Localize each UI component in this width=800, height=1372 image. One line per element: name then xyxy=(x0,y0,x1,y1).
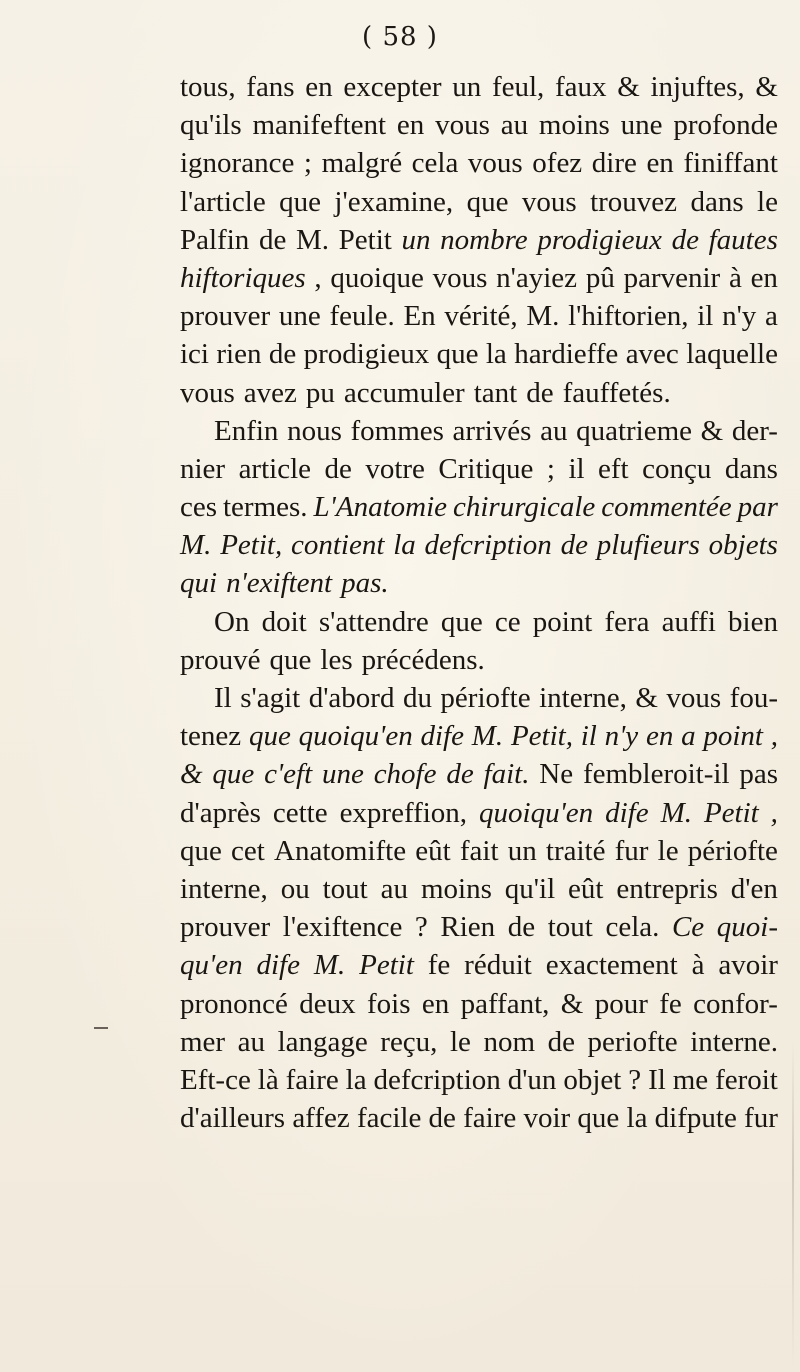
word: vous xyxy=(180,376,235,409)
word: & xyxy=(617,71,640,103)
text-line xyxy=(180,374,778,412)
word: moins xyxy=(538,109,610,142)
text-line xyxy=(180,641,778,679)
word: M. xyxy=(526,300,560,333)
word: vous xyxy=(666,682,722,714)
word: termes. xyxy=(223,491,308,524)
word: un xyxy=(452,71,482,103)
word: chirurgicale xyxy=(452,491,596,524)
word: ? xyxy=(414,911,428,944)
word: defcription xyxy=(424,529,552,562)
word: commentée xyxy=(601,491,732,524)
text-line xyxy=(180,144,778,182)
word: le xyxy=(657,834,679,867)
word: fera xyxy=(604,605,650,638)
word: de xyxy=(258,223,287,256)
word: & xyxy=(635,682,658,714)
word: il xyxy=(568,452,585,485)
word: dife xyxy=(256,949,300,982)
word: au xyxy=(500,109,529,142)
word: interne, xyxy=(539,682,627,714)
word: d'ailleurs xyxy=(180,1102,286,1135)
word: fait xyxy=(459,834,499,867)
word: cette xyxy=(272,796,328,829)
word: quoi- xyxy=(716,911,778,944)
word: affez xyxy=(292,1102,350,1135)
word: pas xyxy=(739,758,778,791)
word: le xyxy=(449,1025,471,1058)
word: langage xyxy=(277,1025,368,1058)
word: la xyxy=(626,1102,648,1135)
word: difpute xyxy=(654,1102,737,1135)
text-line xyxy=(180,412,778,450)
text-line xyxy=(180,794,778,832)
word: en xyxy=(305,71,333,103)
word: trouvez xyxy=(590,185,678,218)
word: vous xyxy=(467,147,523,180)
word: M. xyxy=(660,796,692,829)
text-line xyxy=(180,755,778,793)
word: fauffetés. xyxy=(562,376,671,409)
word: excepter xyxy=(343,71,442,103)
word: point xyxy=(532,605,593,638)
text-line xyxy=(180,1023,778,1061)
word: Petit xyxy=(338,223,392,256)
word: faire xyxy=(285,1063,339,1096)
word: que xyxy=(436,338,479,371)
word: M. xyxy=(313,949,346,982)
word: d'en xyxy=(730,872,778,905)
text-line xyxy=(180,832,778,870)
word: ces xyxy=(180,491,218,524)
word: la xyxy=(485,338,507,371)
word: nom xyxy=(483,1025,536,1058)
text-line xyxy=(180,259,778,297)
text-line xyxy=(180,1099,778,1137)
word: fembleroit-il xyxy=(582,758,730,791)
word: de xyxy=(671,223,699,256)
word: der- xyxy=(731,414,778,447)
text-line xyxy=(180,488,778,526)
word: ici xyxy=(180,338,209,371)
word: , xyxy=(314,261,322,294)
word: ou xyxy=(280,872,310,905)
word: M. xyxy=(471,720,504,753)
word: pour xyxy=(594,987,648,1020)
word: fe xyxy=(427,949,451,982)
text-line xyxy=(180,526,778,564)
word: Il xyxy=(648,1063,666,1096)
word: M. xyxy=(295,223,330,256)
word: ; xyxy=(546,452,555,485)
word: & xyxy=(180,758,203,791)
text-line xyxy=(180,68,778,106)
word: facile xyxy=(356,1102,422,1135)
word: ; xyxy=(303,147,312,180)
word: cet xyxy=(231,834,265,867)
word: que xyxy=(279,185,322,218)
word: pu xyxy=(305,376,335,409)
word: hardieffe xyxy=(514,338,619,371)
word: qu'il xyxy=(504,872,556,905)
word: deux xyxy=(299,987,356,1020)
word: que xyxy=(466,185,509,218)
word: n'ayiez xyxy=(496,261,578,294)
word: fois xyxy=(367,987,411,1020)
word: interne, xyxy=(180,872,268,905)
word: accumuler xyxy=(343,376,465,409)
word: confor- xyxy=(693,987,778,1020)
text-line xyxy=(180,946,778,984)
word: reçu, xyxy=(380,1025,438,1058)
word: vous xyxy=(432,261,488,294)
text-line xyxy=(180,450,778,488)
word: en xyxy=(750,261,778,294)
word: n'exiftent xyxy=(226,567,333,600)
word: vérité, xyxy=(444,300,518,333)
word: d'abord xyxy=(308,682,395,714)
body-text xyxy=(180,68,778,1137)
word: s'attendre xyxy=(318,605,429,638)
word: en xyxy=(421,987,450,1020)
word: cela. xyxy=(605,911,660,944)
word: manifeftent xyxy=(252,109,387,142)
word: qui xyxy=(180,567,218,600)
word: fans xyxy=(246,71,295,103)
margin-mark xyxy=(94,1027,108,1029)
word: Critique xyxy=(438,452,534,485)
word: une xyxy=(278,300,321,333)
word: faux xyxy=(554,71,607,103)
word: injuftes, xyxy=(650,71,745,103)
text-line xyxy=(180,183,778,221)
word: mer xyxy=(180,1025,226,1058)
word: Anatomifte xyxy=(274,834,407,867)
word: la xyxy=(393,529,416,562)
word: fur xyxy=(744,1102,778,1135)
word: en xyxy=(646,147,674,180)
word: périofte xyxy=(687,834,778,867)
word: précédens. xyxy=(361,643,485,676)
word: Petit, xyxy=(220,529,283,562)
word: point xyxy=(703,720,763,753)
word: à xyxy=(691,949,705,982)
word: moins xyxy=(420,872,492,905)
page-number: ( 58 ) xyxy=(362,22,438,52)
word: article xyxy=(238,452,312,485)
text-line xyxy=(180,985,778,1023)
word: réduit xyxy=(464,949,532,982)
word: fou- xyxy=(729,682,778,714)
word: feroit xyxy=(715,1063,778,1096)
word: avec xyxy=(625,338,679,371)
text-line xyxy=(180,221,778,259)
word: tant xyxy=(473,376,518,409)
word: ofez xyxy=(532,147,583,180)
text-line xyxy=(180,297,778,335)
word: les xyxy=(320,643,353,676)
word: dans xyxy=(724,452,778,485)
word: j'examine, xyxy=(334,185,454,218)
word: voir xyxy=(523,1102,571,1135)
word: contient xyxy=(291,529,385,562)
word: fur xyxy=(614,834,649,867)
word: chofe xyxy=(373,758,437,791)
word: prouver xyxy=(180,911,271,944)
word: prodigieux xyxy=(303,338,430,371)
word: quoiqu'en xyxy=(479,796,594,829)
word: M. xyxy=(180,529,212,562)
word: que xyxy=(248,720,291,753)
word: avez xyxy=(243,376,297,409)
text-line xyxy=(180,106,778,144)
word: s'agit xyxy=(240,682,301,714)
word: tout xyxy=(322,872,368,905)
word: dans xyxy=(690,185,744,218)
word: dire xyxy=(591,147,637,180)
text-line xyxy=(180,870,778,908)
word: le xyxy=(757,185,778,218)
word: interne. xyxy=(690,1025,778,1058)
word: de xyxy=(526,376,554,409)
word: ? xyxy=(628,1063,642,1096)
word: de xyxy=(268,338,297,371)
word: periofte xyxy=(587,1025,678,1058)
word: exactement xyxy=(545,949,678,982)
word: qu'ils xyxy=(180,109,242,142)
word: nier xyxy=(180,452,226,485)
word: que xyxy=(269,643,312,676)
word: , xyxy=(770,796,778,829)
word: dife xyxy=(420,720,464,753)
word: prodigieux xyxy=(537,223,662,256)
word: paffant, xyxy=(460,987,550,1020)
word: au xyxy=(540,414,568,447)
word: & xyxy=(755,71,778,103)
word: bien xyxy=(728,605,778,638)
text-line xyxy=(180,679,778,717)
word: un xyxy=(401,223,431,256)
word: cela xyxy=(411,147,459,180)
word: feule. xyxy=(329,300,395,333)
word: Enfin xyxy=(214,414,279,447)
word: prouvé xyxy=(180,643,261,676)
word: de xyxy=(428,1102,456,1135)
word: un xyxy=(507,834,537,867)
word: eût xyxy=(415,834,451,867)
word: Ne xyxy=(539,758,574,791)
word: En xyxy=(403,300,436,333)
word: quatrieme xyxy=(576,414,693,447)
word: traité xyxy=(545,834,606,867)
word: arrivés xyxy=(452,414,532,447)
word: la xyxy=(345,1063,367,1096)
word: Palfin xyxy=(180,223,250,256)
word: Petit, xyxy=(510,720,573,753)
text-line xyxy=(180,564,778,602)
word: & xyxy=(700,414,724,447)
word: , xyxy=(770,720,778,753)
word: l'article xyxy=(180,185,266,218)
word: On xyxy=(214,605,250,638)
word: au xyxy=(237,1025,266,1058)
word: de xyxy=(324,452,352,485)
word: pû xyxy=(585,261,615,294)
word: plufieurs xyxy=(596,529,700,562)
word: quoique xyxy=(330,261,424,294)
word: Ce xyxy=(671,911,705,944)
word: ignorance xyxy=(180,147,295,180)
word: en xyxy=(396,109,425,142)
word: dife xyxy=(605,796,649,829)
text-line xyxy=(180,717,778,755)
word: nombre xyxy=(440,223,528,256)
word: defcription xyxy=(373,1063,501,1096)
word: de xyxy=(446,758,474,791)
word: eût xyxy=(568,872,604,905)
word: une xyxy=(321,758,364,791)
word: prononcé xyxy=(180,987,288,1020)
word: que xyxy=(440,605,483,638)
word: de xyxy=(547,1025,575,1058)
word: en xyxy=(645,720,674,753)
word: l'hiftorien, xyxy=(568,300,689,333)
word: Eft-ce xyxy=(180,1063,251,1096)
word: n'y xyxy=(722,300,757,333)
word: que xyxy=(180,834,222,867)
word: doit xyxy=(261,605,307,638)
word: d'un xyxy=(507,1063,557,1096)
word: n'y xyxy=(604,720,639,753)
text-line xyxy=(180,908,778,946)
word: conçu xyxy=(642,452,712,485)
word: tous, xyxy=(180,71,236,103)
word: malgré xyxy=(321,147,403,180)
word: Petit xyxy=(703,796,759,829)
word: a xyxy=(765,300,778,333)
word: une xyxy=(620,109,663,142)
word: expreffion, xyxy=(339,796,468,829)
word: votre xyxy=(365,452,425,485)
text-line xyxy=(180,1061,778,1099)
word: auffi xyxy=(661,605,716,638)
word: périofte xyxy=(440,682,531,714)
word: vous xyxy=(435,109,490,142)
word: du xyxy=(402,682,432,714)
word: que xyxy=(577,1102,620,1135)
word: a xyxy=(681,720,696,753)
word: là xyxy=(257,1063,279,1096)
page-edge-shadow xyxy=(792,1040,794,1370)
word: profonde xyxy=(673,109,778,142)
word: fautes xyxy=(708,223,778,256)
word: de xyxy=(560,529,588,562)
word: fommes xyxy=(350,414,444,447)
word: entrepris xyxy=(616,872,718,905)
word: fait. xyxy=(483,758,530,791)
word: objets xyxy=(708,529,778,562)
word: L'Anatomie xyxy=(313,491,448,524)
word: Petit xyxy=(359,949,414,982)
word: ce xyxy=(494,605,521,638)
word: prouver xyxy=(180,300,271,333)
word: qu'en xyxy=(180,949,243,982)
word: d'après xyxy=(180,796,261,829)
word: objet xyxy=(563,1063,622,1096)
word: à xyxy=(728,261,742,294)
word: hiftoriques xyxy=(180,261,306,294)
text-line xyxy=(180,603,778,641)
word: rien xyxy=(216,338,262,371)
word: eft xyxy=(598,452,629,485)
word: c'eft xyxy=(264,758,313,791)
word: Rien xyxy=(440,911,496,944)
word: tenez xyxy=(180,720,242,753)
word: quoiqu'en xyxy=(298,720,413,753)
word: laquelle xyxy=(686,338,778,371)
word: il xyxy=(580,720,597,753)
word: fe xyxy=(659,987,682,1020)
word: & xyxy=(560,987,584,1020)
word: au xyxy=(380,872,409,905)
word: par xyxy=(737,491,778,524)
word: tout xyxy=(547,911,593,944)
word: que xyxy=(212,758,255,791)
word: l'exiftence xyxy=(282,911,403,944)
word: avoir xyxy=(718,949,778,982)
word: Il xyxy=(214,682,232,714)
word: me xyxy=(672,1063,709,1096)
text-line xyxy=(180,335,778,373)
word: finiffant xyxy=(683,147,778,180)
word: vous xyxy=(521,185,577,218)
word: feul, xyxy=(491,71,545,103)
word: il xyxy=(697,300,714,333)
word: nous xyxy=(287,414,342,447)
word: faire xyxy=(463,1102,517,1135)
word: de xyxy=(507,911,536,944)
word: pas. xyxy=(341,567,389,600)
word: parvenir xyxy=(623,261,721,294)
